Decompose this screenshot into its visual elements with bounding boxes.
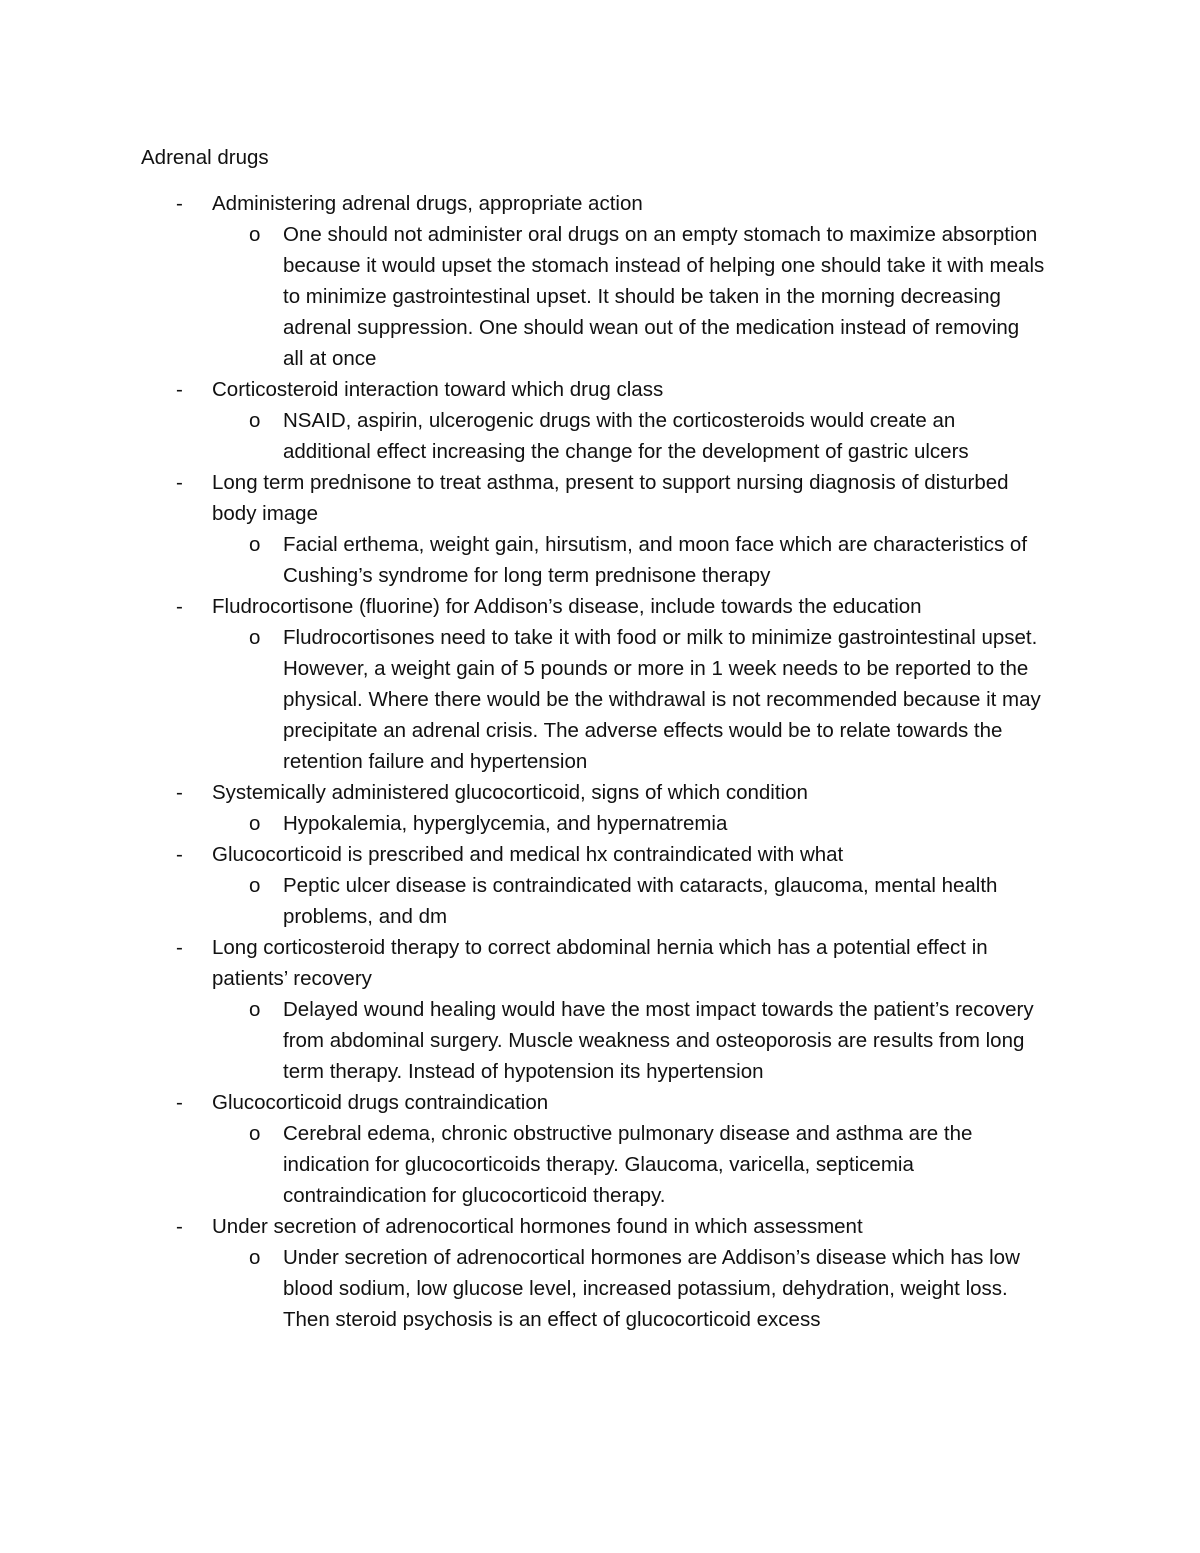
topic-heading-text: Fludrocortisone (fluorine) for Addison’s disease, include towards the education [212,595,922,618]
circle-bullet-icon: o [249,998,261,1021]
topic-heading [0,839,1042,870]
sub-point-text: Cerebral edema, chronic obstructive pulmonary disease and asthma are the indication for glucocorticoids therapy. Glaucoma, varicella, septicemia contraindication for glucocorticoid therapy. [283,1122,973,1207]
topic-heading [0,374,1042,405]
topic-heading [0,467,1042,529]
topic-heading-text: Glucocorticoid is prescribed and medical hx contraindicated with what [212,843,844,866]
topic-item [0,932,1200,1087]
sub-point [0,808,1045,839]
circle-bullet-icon: o [249,409,261,432]
topic-item [0,467,1200,591]
document-title: Adrenal drugs [141,146,269,169]
sub-point [0,1242,1045,1335]
dash-bullet-icon: - [176,1215,183,1238]
topic-item [0,188,1200,374]
sub-point-list [0,808,1200,839]
sub-point-list [0,870,1200,932]
sub-point-list [0,622,1200,777]
sub-point-text: One should not administer oral drugs on an empty stomach to maximize absorption because it would upset the stomach instead of helping one should take it with meals to minimize gastrointestinal upset. It should be taken in the morning decreasing adrenal suppression. One should wean out of the medication instead of removing all at once [283,223,1045,370]
topic-heading-text: Long term prednisone to treat asthma, present to support nursing diagnosis of disturbed body image [212,471,1009,525]
topic-heading-text: Systemically administered glucocorticoid, signs of which condition [212,781,808,804]
sub-point-text: Hypokalemia, hyperglycemia, and hypernatremia [283,812,728,835]
dash-bullet-icon: - [176,1091,183,1114]
sub-point-text: Fludrocortisones need to take it with food or milk to minimize gastrointestinal upset. However, a weight gain of 5 pounds or more in 1 week needs to be reported to the physical. Where there would be the withdrawal is not recommended because it may precipitate an adrenal crisis. The adverse effects would be to relate towards the retention failure and hypertension [283,626,1041,773]
circle-bullet-icon: o [249,533,261,556]
sub-point [0,870,1045,932]
topic-item [0,591,1200,777]
circle-bullet-icon: o [249,874,261,897]
sub-point-text: Under secretion of adrenocortical hormones are Addison’s disease which has low blood sodium, low glucose level, increased potassium, dehydration, weight loss. Then steroid psychosis is an effect of glucocorticoid excess [283,1246,1020,1331]
circle-bullet-icon: o [249,1246,261,1269]
topic-heading-text: Glucocorticoid drugs contraindication [212,1091,549,1114]
circle-bullet-icon: o [249,626,261,649]
circle-bullet-icon: o [249,1122,261,1145]
dash-bullet-icon: - [176,378,183,401]
sub-point-text: Facial erthema, weight gain, hirsutism, and moon face which are characteristics of Cushing’s syndrome for long term prednisone therapy [283,533,1028,587]
topic-item [0,1211,1200,1335]
sub-point-list [0,1242,1200,1335]
topic-heading-text: Corticosteroid interaction toward which drug class [212,378,664,401]
topic-heading-text: Long corticosteroid therapy to correct abdominal hernia which has a potential effect in patients’ recovery [212,936,988,990]
topic-heading [0,1211,1042,1242]
topic-heading-text: Under secretion of adrenocortical hormones found in which assessment [212,1215,863,1238]
sub-point [0,405,1045,467]
sub-point-list [0,994,1200,1087]
sub-point-text: Peptic ulcer disease is contraindicated with cataracts, glaucoma, mental health problems, and dm [283,874,998,928]
dash-bullet-icon: - [176,843,183,866]
circle-bullet-icon: o [249,223,261,246]
sub-point [0,622,1045,777]
sub-point [0,529,1045,591]
topic-heading [0,932,1042,994]
topic-item [0,1087,1200,1211]
sub-point-list [0,1118,1200,1211]
sub-point-list [0,219,1200,374]
topic-item [0,839,1200,932]
sub-point-text: Delayed wound healing would have the most impact towards the patient’s recovery from abdominal surgery. Muscle weakness and osteoporosis are results from long term therapy. Instead of hypotension its hypertension [283,998,1034,1083]
dash-bullet-icon: - [176,595,183,618]
dash-bullet-icon: - [176,781,183,804]
topic-heading [0,1087,1042,1118]
sub-point [0,1118,1045,1211]
sub-point-list [0,529,1200,591]
topic-list [0,188,1200,1335]
topic-heading [0,777,1042,808]
dash-bullet-icon: - [176,471,183,494]
sub-point [0,219,1045,374]
topic-heading [0,188,1042,219]
topic-heading-text: Administering adrenal drugs, appropriate action [212,192,643,215]
sub-point-list [0,405,1200,467]
topic-item [0,777,1200,839]
sub-point-text: NSAID, aspirin, ulcerogenic drugs with the corticosteroids would create an additional effect increasing the change for the development of gastric ulcers [283,409,969,463]
circle-bullet-icon: o [249,812,261,835]
dash-bullet-icon: - [176,192,183,215]
topic-item [0,374,1200,467]
topic-heading [0,591,1042,622]
dash-bullet-icon: - [176,936,183,959]
sub-point [0,994,1045,1087]
